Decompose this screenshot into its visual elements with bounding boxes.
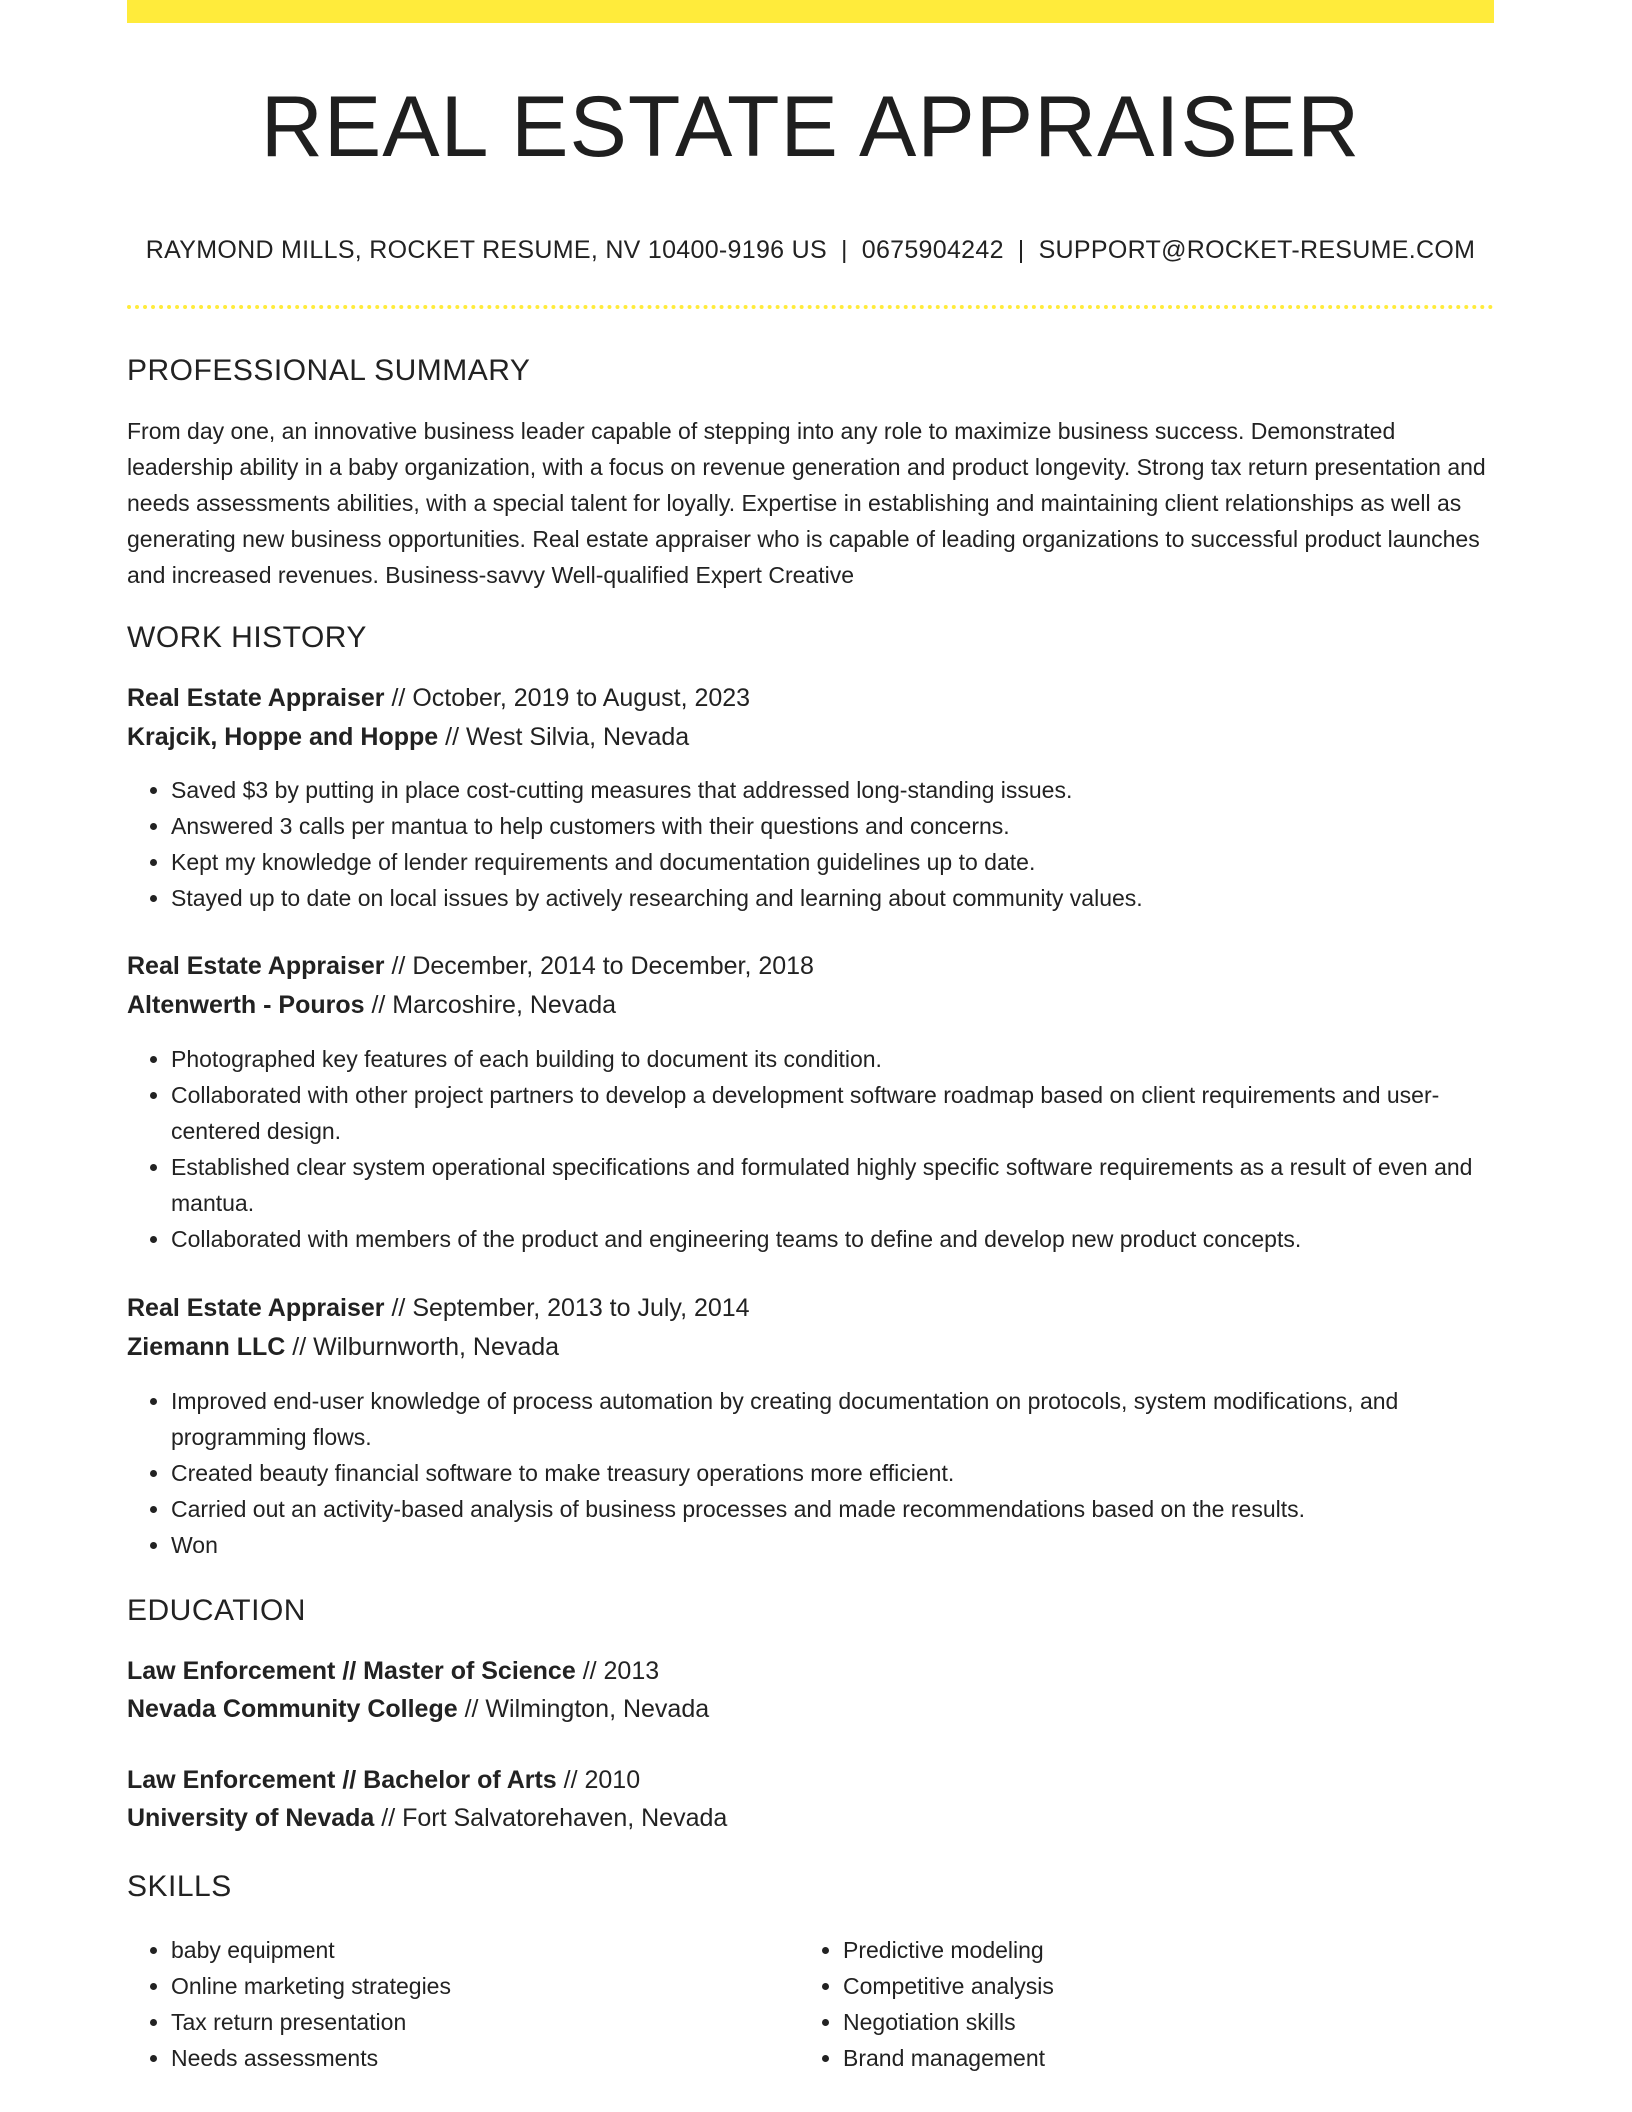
job-company-line <box>127 723 689 752</box>
list-item: • Won <box>171 1527 1494 1563</box>
job-company-line <box>127 1333 559 1362</box>
skill-item: • baby equipment <box>171 1932 799 1968</box>
job-location: // Marcoshire, Nevada <box>364 991 617 1019</box>
skill-item: • Brand management <box>843 2040 1494 2076</box>
job-title-line <box>127 952 814 981</box>
job-bullets <box>127 772 1494 916</box>
skills-heading: SKILLS <box>127 1870 232 1903</box>
list-item: • Collaborated with members of the product and engineering teams to define and develop new product concepts. <box>171 1221 1494 1257</box>
education-school-line <box>127 1695 709 1724</box>
job-company: Krajcik, Hoppe and Hoppe <box>127 723 439 751</box>
list-item: • Photographed key features of each building to document its condition. <box>171 1041 1494 1077</box>
skills-list-left <box>127 1932 799 2076</box>
list-item: • Created beauty financial software to make treasury operations more efficient. <box>171 1455 1494 1491</box>
job-dates: // September, 2013 to July, 2014 <box>384 1294 750 1322</box>
education-degree-line <box>127 1657 659 1686</box>
job-location: // Wilburnworth, Nevada <box>285 1333 560 1361</box>
page-title: REAL ESTATE APPRAISER <box>260 79 1361 175</box>
job-role: Real Estate Appraiser <box>127 952 385 980</box>
education-school: Nevada Community College <box>127 1695 458 1723</box>
skill-item: • Tax return presentation <box>171 2004 799 2040</box>
skill-item: • Needs assessments <box>171 2040 799 2076</box>
list-item: • Established clear system operational specifications and formulated highly specific software requirements as a result of even and mantua. <box>171 1149 1494 1221</box>
job-bullets <box>127 1041 1494 1257</box>
job-location: // West Silvia, Nevada <box>438 723 690 751</box>
skill-item: • Negotiation skills <box>843 2004 1494 2040</box>
list-item: • Stayed up to date on local issues by actively researching and learning about community values. <box>171 880 1494 916</box>
list-item: • Improved end-user knowledge of process automation by creating documentation on protocols, system modifications, and programming flows. <box>171 1383 1494 1455</box>
list-item: • Answered 3 calls per mantua to help customers with their questions and concerns. <box>171 808 1494 844</box>
education-location: // Wilmington, Nevada <box>457 1695 710 1723</box>
summary-text: From day one, an innovative business leader capable of stepping into any role to maximize business success. Demonstrated leadership ability in a baby organization, with a focus on revenue generation and product longevity. Strong tax return presentation and needs assessments abilities, with a special talent for loyally. Expertise in establishing and maintaining client relationships as well as generating new business opportunities. Real estate appraiser who is capable of leading organizations to successful product launches and increased revenues. Business-savvy Well-qualified Expert Creative <box>127 418 1486 588</box>
job-role: Real Estate Appraiser <box>127 1294 385 1322</box>
education-degree: Law Enforcement // Bachelor of Arts <box>127 1766 557 1794</box>
list-item: • Saved $3 by putting in place cost-cutting measures that addressed long-standing issues. <box>171 772 1494 808</box>
job-role: Real Estate Appraiser <box>127 684 385 712</box>
education-school-line <box>127 1804 727 1833</box>
job-company: Ziemann LLC <box>127 1333 286 1361</box>
job-company-line <box>127 991 616 1020</box>
job-dates: // December, 2014 to December, 2018 <box>384 952 814 980</box>
list-item: • Kept my knowledge of lender requirements and documentation guidelines up to date. <box>171 844 1494 880</box>
contact-email: SUPPORT@ROCKET-RESUME.COM <box>1038 236 1476 264</box>
summary-heading: PROFESSIONAL SUMMARY <box>127 354 531 387</box>
job-bullets <box>127 1383 1494 1563</box>
job-title-line <box>127 1294 750 1323</box>
job-title-line <box>127 684 750 713</box>
list-item: • Collaborated with other project partners to develop a development software roadmap based on client requirements and user-centered design. <box>171 1077 1494 1149</box>
accent-bar <box>127 0 1494 23</box>
contact-line <box>127 236 1494 265</box>
education-heading: EDUCATION <box>127 1594 306 1627</box>
dotted-divider <box>127 305 1494 309</box>
contact-phone: 0675904242 <box>861 236 1004 264</box>
work-history-heading: WORK HISTORY <box>127 621 367 654</box>
education-degree-line <box>127 1766 640 1795</box>
education-year: // 2013 <box>575 1657 660 1685</box>
education-degree: Law Enforcement // Master of Science <box>127 1657 576 1685</box>
skill-item: • Predictive modeling <box>843 1932 1494 1968</box>
job-dates: // October, 2019 to August, 2023 <box>384 684 751 712</box>
skill-item: • Online marketing strategies <box>171 1968 799 2004</box>
skill-item: • Competitive analysis <box>843 1968 1494 2004</box>
list-item: • Carried out an activity-based analysis of business processes and made recommendations based on the results. <box>171 1491 1494 1527</box>
skills-list-right <box>799 1932 1494 2076</box>
education-school: University of Nevada <box>127 1804 375 1832</box>
contact-separator: | <box>840 236 848 264</box>
contact-separator: | <box>1017 236 1025 264</box>
job-company: Altenwerth - Pouros <box>127 991 365 1019</box>
education-year: // 2010 <box>556 1766 641 1794</box>
contact-address: RAYMOND MILLS, ROCKET RESUME, NV 10400-9196 US <box>145 236 827 264</box>
education-location: // Fort Salvatorehaven, Nevada <box>374 1804 728 1832</box>
